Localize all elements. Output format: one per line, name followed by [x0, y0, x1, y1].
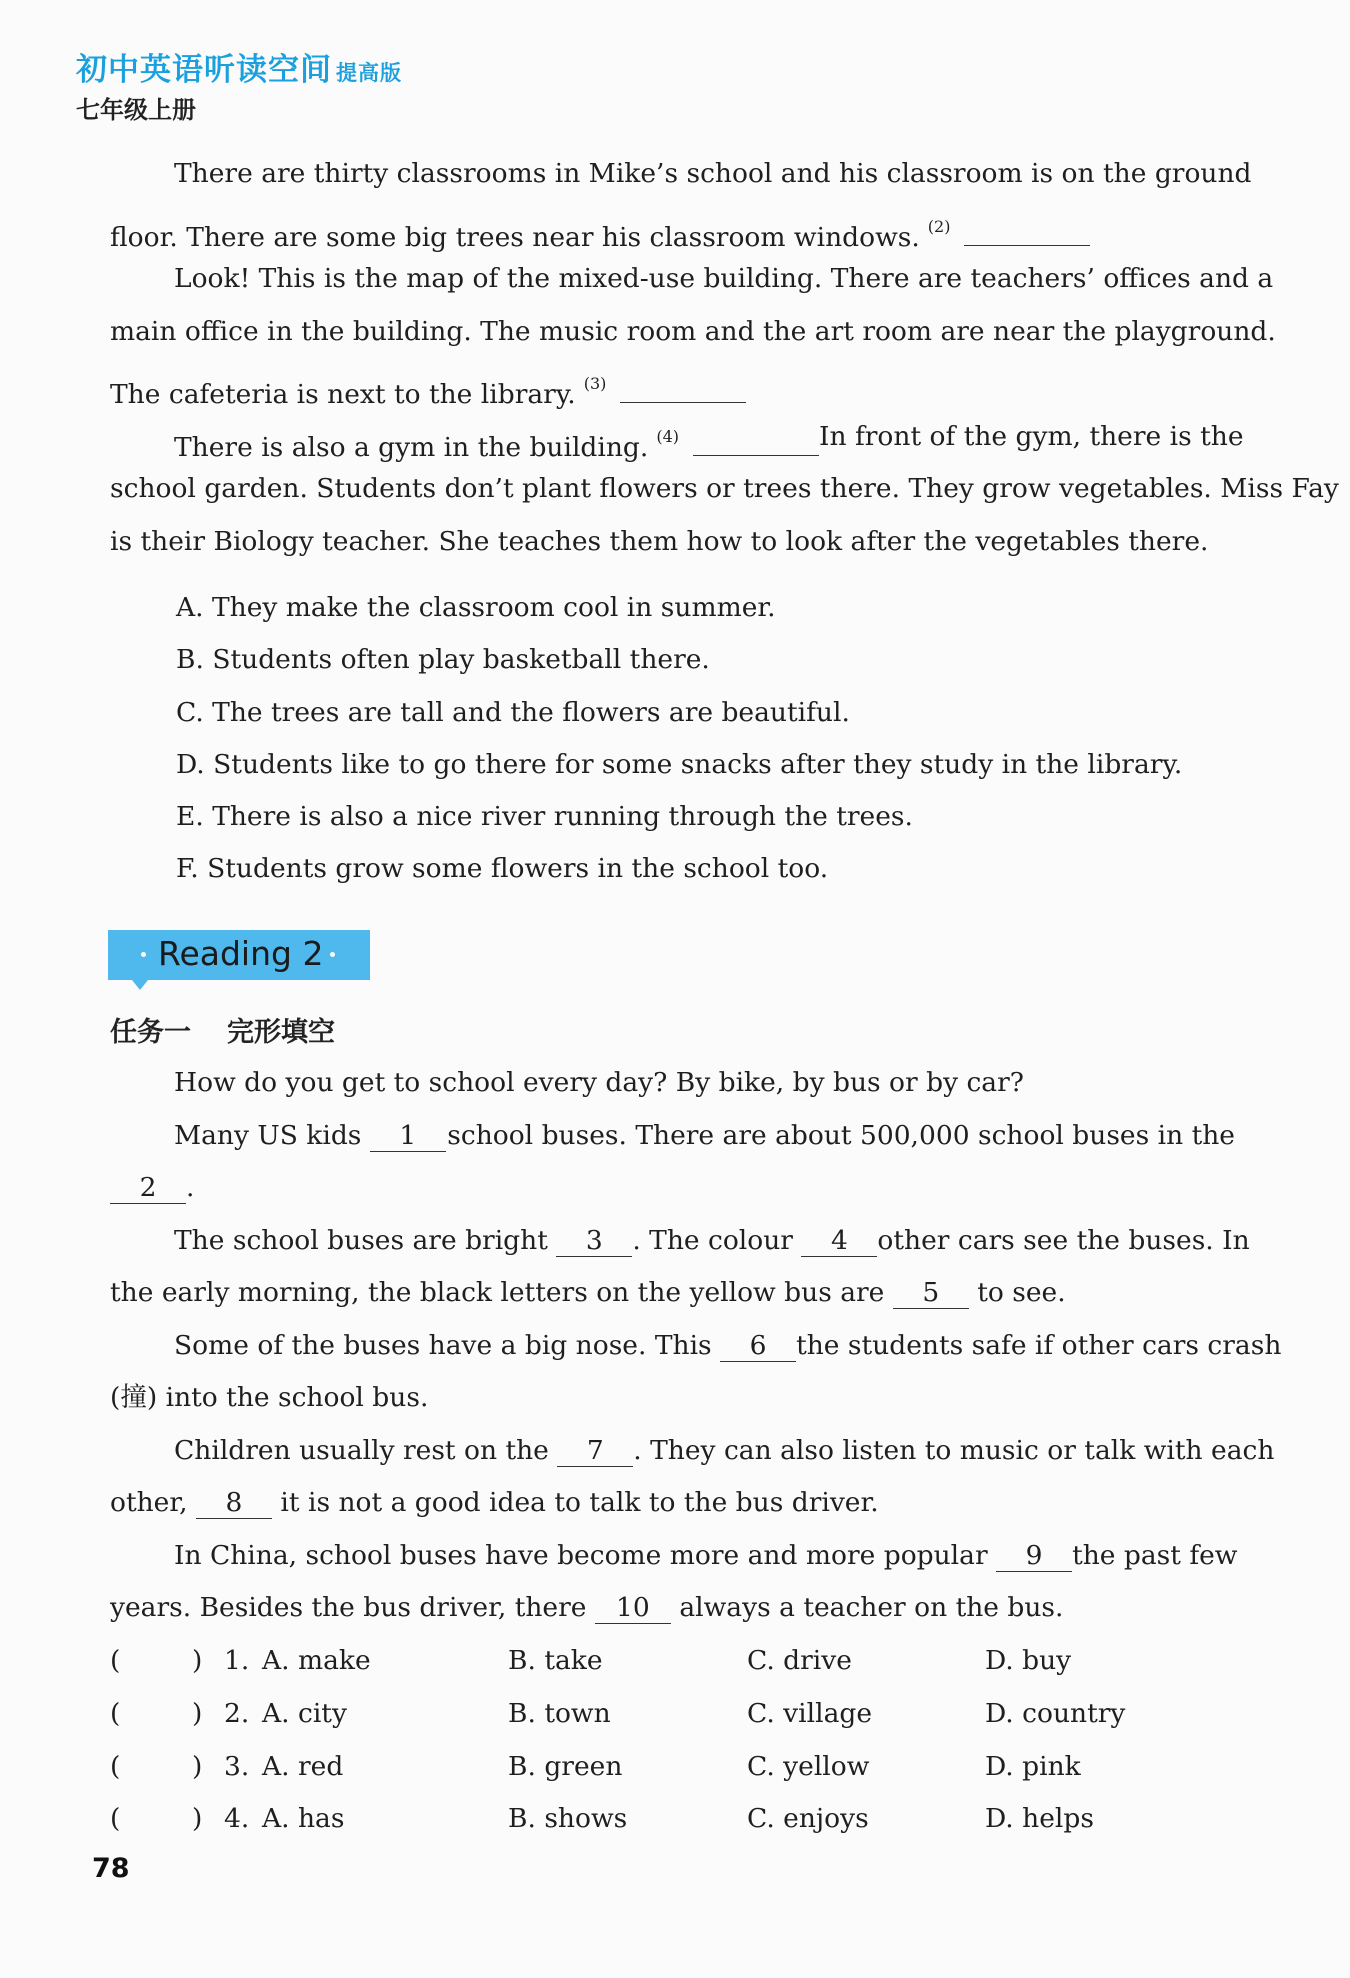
option-d: D. Students like to go there for some snacks after they study in the library. [176, 748, 1183, 780]
task-name: 完形填空 [227, 1017, 335, 1048]
cloze-blank-6[interactable]: 6 [720, 1331, 796, 1362]
grade-label: 七年级上册 [76, 96, 196, 124]
text-segment: the students safe if other cars crash [796, 1329, 1282, 1361]
choice-c[interactable]: C. enjoys [747, 1803, 869, 1835]
text-line: school garden. Students don’t plant flowers or trees there. They grow vegetables. Miss Fay [110, 473, 1339, 504]
text-line: 2 . [110, 1162, 1235, 1215]
choice-a[interactable]: A. has [262, 1803, 345, 1835]
question-number: 1. [224, 1645, 250, 1676]
question-row [110, 1741, 1240, 1794]
choice-c[interactable]: C. drive [747, 1645, 852, 1676]
option-a: A. They make the classroom cool in summer. [176, 592, 776, 623]
cloze-blank-7[interactable]: 7 [557, 1436, 633, 1467]
passage-1 [110, 148, 1339, 568]
text-line [110, 1320, 1282, 1373]
section-title: Reading 2 [158, 934, 324, 973]
answer-paren-close: ) [192, 1750, 203, 1782]
text-segment: The cafeteria is next to the library. [110, 379, 576, 410]
text-line: the early morning, the black letters on the yellow bus are 5 to see. [110, 1277, 1066, 1308]
answer-paren-open[interactable]: ( [110, 1697, 121, 1729]
text-line [110, 411, 1244, 464]
choice-c[interactable]: C. village [747, 1697, 873, 1729]
choice-d[interactable]: D. country [985, 1697, 1126, 1729]
text-line: How do you get to school every day? By bike, by bus or by car? [174, 1067, 1024, 1098]
text-line: main office in the building. The music room and the art room are near the playground. [110, 315, 1276, 347]
text-line: years. Besides the bus driver, there 10 always a teacher on the bus. [110, 1592, 1064, 1623]
cloze-blank-9[interactable]: 9 [996, 1541, 1072, 1572]
text-segment: Many US kids 1 [174, 1110, 446, 1163]
text-line: is their Biology teacher. She teaches them how to look after the vegetables there. [110, 525, 1209, 557]
text-line: There are thirty classrooms in Mike’s school and his classroom is on the ground [174, 158, 1252, 189]
text-line [110, 1215, 1250, 1268]
cloze-blank-2[interactable]: 2 [110, 1173, 186, 1204]
answer-blank-3[interactable] [620, 372, 746, 403]
blank-marker: (2) [927, 216, 951, 236]
question-row [110, 1793, 1240, 1846]
book-title [76, 44, 402, 89]
answer-blank-2[interactable] [964, 215, 1090, 246]
answer-paren-close: ) [192, 1697, 203, 1729]
text-line [110, 358, 1235, 411]
choice-d[interactable]: D. helps [985, 1803, 1094, 1835]
option-e: E. There is also a nice river running through the trees. [176, 801, 913, 833]
answer-paren-close: ) [192, 1803, 203, 1835]
answer-paren-open[interactable]: ( [110, 1803, 121, 1835]
task-heading [110, 1010, 335, 1049]
question-row [110, 1635, 1240, 1688]
banner-dot-icon [330, 952, 335, 957]
text-segment: . They can also listen to music or talk with each [633, 1434, 1275, 1466]
cloze-blank-1[interactable]: 1 [370, 1121, 446, 1152]
blank-marker: (3) [583, 374, 607, 393]
choice-b[interactable]: B. town [508, 1697, 611, 1729]
option-b: B. Students often play basketball there. [176, 644, 710, 676]
answer-paren-close: ) [192, 1645, 203, 1676]
text-line [110, 1530, 1238, 1583]
text-segment: In front of the gym, there is the [819, 420, 1244, 452]
question-number: 3. [224, 1750, 250, 1782]
blank-marker: (4) [656, 426, 679, 446]
text-line: (撞) into the school bus. [110, 1382, 429, 1413]
choice-questions [110, 1635, 1240, 1846]
text-segment: The school buses are bright 3 . The colour 4 [174, 1215, 877, 1268]
question-number: 4. [224, 1803, 250, 1835]
choice-c[interactable]: C. yellow [747, 1750, 870, 1782]
text-segment: There is also a gym in the building. $^{(4)}$ [174, 411, 819, 464]
cloze-blank-4[interactable]: 4 [801, 1226, 877, 1257]
book-title-main: 初中英语听读空间 [76, 52, 332, 88]
text-line [110, 1110, 1235, 1163]
page-number: 78 [92, 1853, 130, 1884]
choice-b[interactable]: B. green [508, 1750, 623, 1782]
answer-blank-4[interactable] [693, 425, 819, 456]
text-segment: Some of the buses have a big nose. This 6 [174, 1320, 796, 1373]
text-line: other, 8 it is not a good idea to talk to the bus driver. [110, 1487, 879, 1518]
question-number: 2. [224, 1697, 250, 1729]
option-c: C. The trees are tall and the flowers are beautiful. [176, 696, 850, 728]
choice-d[interactable]: D. pink [985, 1750, 1081, 1782]
choice-b[interactable]: B. take [508, 1645, 603, 1676]
choice-a[interactable]: A. make [262, 1645, 371, 1676]
text-line [110, 201, 1235, 254]
task-label: 任务一 [110, 1017, 191, 1048]
text-line: Look! This is the map of the mixed-use building. There are teachers’ offices and a [174, 263, 1274, 294]
text-segment: floor. There are some big trees near his classroom windows. [110, 221, 920, 253]
option-f: F. Students grow some flowers in the school too. [176, 853, 829, 885]
text-segment: In China, school buses have become more and more popular 9 [174, 1530, 1072, 1583]
banner-tail [132, 980, 148, 990]
choice-a[interactable]: A. city [262, 1697, 347, 1729]
text-segment: school buses. There are about 500,000 school buses in the [447, 1119, 1235, 1151]
book-edition: 提高版 [336, 61, 402, 85]
text-segment: Children usually rest on the 7 [174, 1425, 633, 1478]
options-list [176, 582, 1182, 896]
cloze-blank-5[interactable]: 5 [893, 1278, 969, 1309]
cloze-blank-3[interactable]: 3 [556, 1226, 632, 1257]
text-segment: the past few [1072, 1539, 1238, 1571]
choice-a[interactable]: A. red [262, 1750, 344, 1782]
answer-paren-open[interactable]: ( [110, 1645, 121, 1676]
choice-b[interactable]: B. shows [508, 1803, 628, 1835]
answer-paren-open[interactable]: ( [110, 1750, 121, 1782]
cloze-blank-8[interactable]: 8 [196, 1488, 272, 1519]
text-line [110, 1425, 1275, 1478]
banner-dot-icon [141, 952, 146, 957]
text-segment: other cars see the buses. In [877, 1224, 1250, 1256]
choice-d[interactable]: D. buy [985, 1645, 1072, 1676]
cloze-passage [110, 1057, 1282, 1635]
cloze-blank-10[interactable]: 10 [595, 1593, 671, 1624]
question-row [110, 1688, 1240, 1741]
